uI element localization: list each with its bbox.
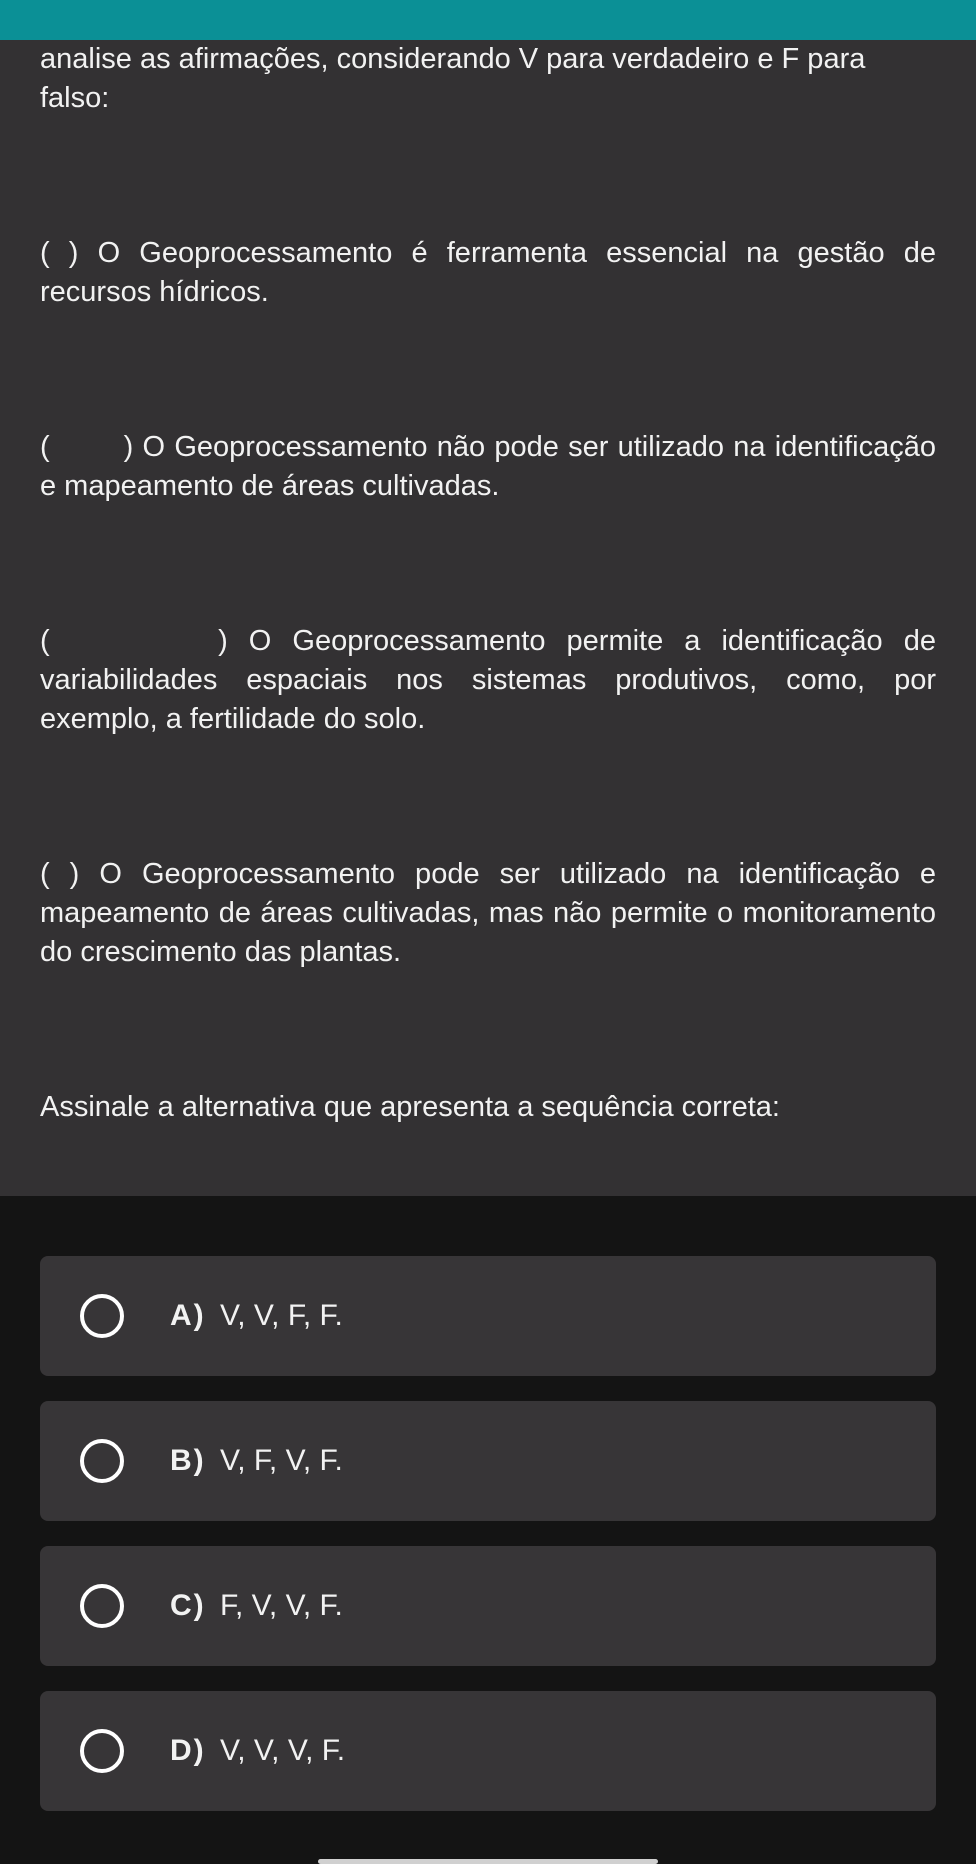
option-c[interactable] xyxy=(40,1546,936,1666)
option-letter: D) xyxy=(170,1734,204,1767)
home-indicator xyxy=(318,1859,658,1864)
option-text: V, V, F, F. xyxy=(220,1299,343,1332)
statement-4: ( ) O Geoprocessamento pode ser utilizado na identificação e mapeamento de áreas cultivadas, mas não permite o monitoramento do crescimento das plantas. xyxy=(40,858,936,968)
option-text: V, V, V, F. xyxy=(220,1734,346,1767)
top-accent-bar xyxy=(0,0,976,40)
radio-circle-icon[interactable] xyxy=(80,1584,124,1628)
option-letter: C) xyxy=(170,1589,204,1622)
statement-2: ( ) O Geoprocessamento não pode ser utilizado na identificação e mapeamento de áreas cultivadas. xyxy=(40,431,945,502)
question-intro: analise as afirmações, considerando V para verdadeiro e F para falso: xyxy=(40,43,866,114)
question-panel xyxy=(0,40,976,1196)
option-b[interactable] xyxy=(40,1401,936,1521)
radio-circle-icon[interactable] xyxy=(80,1729,124,1773)
option-text: F, V, V, F. xyxy=(220,1589,343,1622)
radio-circle-icon[interactable] xyxy=(80,1294,124,1338)
statement-3: ( ) O Geoprocessamento permite a identificação de variabilidades espaciais nos sistemas produtivos, como, por exemplo, a fertilidade do solo. xyxy=(40,625,945,735)
option-letter: B) xyxy=(170,1444,204,1477)
answer-options xyxy=(40,1256,936,1836)
option-d[interactable] xyxy=(40,1691,936,1811)
question-prompt: Assinale a alternativa que apresenta a sequência correta: xyxy=(40,1091,780,1123)
radio-circle-icon[interactable] xyxy=(80,1439,124,1483)
option-a[interactable] xyxy=(40,1256,936,1376)
statement-1: ( ) O Geoprocessamento é ferramenta essencial na gestão de recursos hídricos. xyxy=(40,237,936,308)
option-text: V, F, V, F. xyxy=(220,1444,343,1477)
option-letter: A) xyxy=(170,1299,204,1332)
